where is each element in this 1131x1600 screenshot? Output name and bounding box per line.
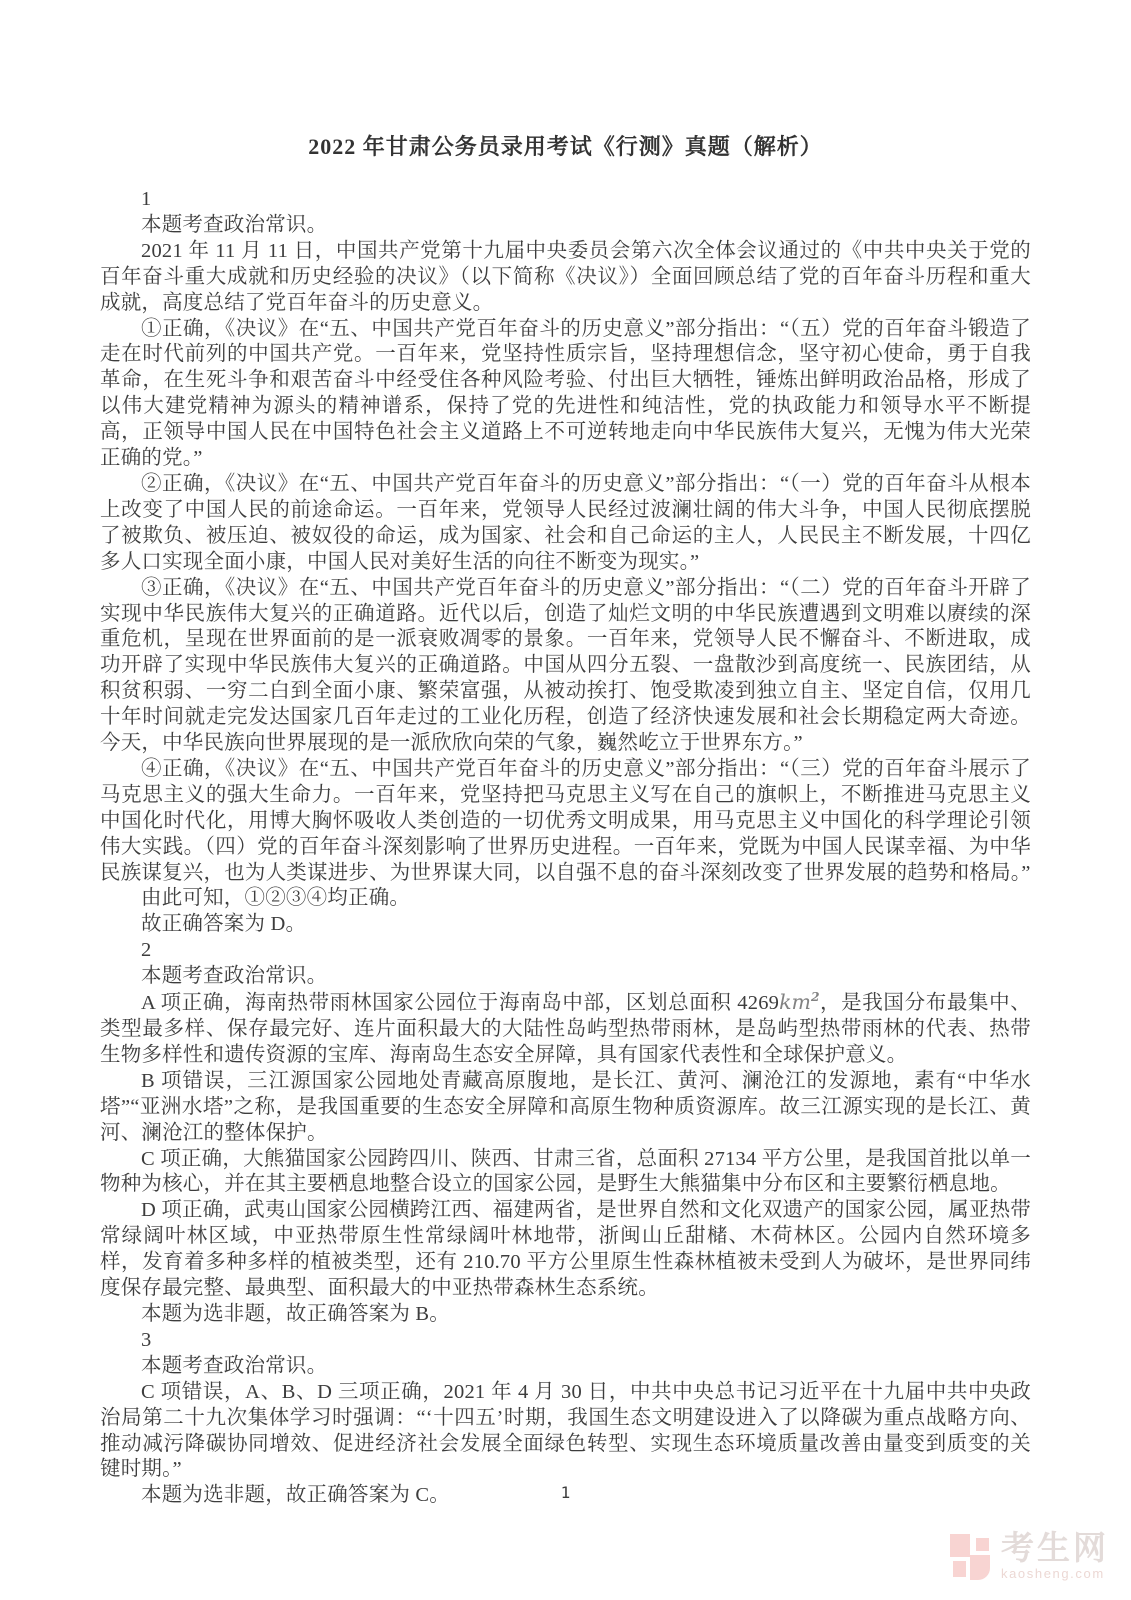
watermark <box>950 1531 1109 1580</box>
q2-number: 2 <box>141 939 152 962</box>
q2-option-a-text-before: A 项正确，海南热带雨林国家公园位于海南岛中部，区划总面积 4269 <box>141 992 780 1015</box>
km-squared-formula <box>779 990 819 1014</box>
q1-answer: 故正确答案为 D。 <box>141 913 307 936</box>
q1-point-2-paragraph: ②正确，《决议》在“五、中国共产党百年奋斗的历史意义”部分指出：“（一）党的百年奋斗从根本上改变了中国人民的前途命运。一百年来，党领导人民经过波澜壮阔的伟大斗争，中国人民彻底摆脱了被欺负、被压迫、被奴役的命运，成为国家、社会和自己命运的主人，人民民主不断发展，十四亿多人口实现全面小康，中国人民对美好生活的向往不断变为现实。” <box>100 472 1031 573</box>
q3-exam-point-note: 本题考查政治常识。 <box>141 1354 328 1377</box>
q2-option-c-paragraph: C 项正确，大熊猫国家公园跨四川、陕西、甘肃三省，总面积 27134 平方公里，是我国首批以单一物种为核心，并在其主要栖息地整合设立的国家公园，是野生大熊猫集中分布区和主要繁衍栖息地。 <box>100 1147 1031 1196</box>
q1-conclusion: 由此可知，①②③④均正确。 <box>141 887 411 910</box>
formula-exponent: 2 <box>810 989 820 1005</box>
formula-base: km <box>779 990 811 1015</box>
q1-number: 1 <box>141 188 152 210</box>
watermark-brand: 考生网 <box>1001 1529 1109 1566</box>
q2-option-d-paragraph: D 项正确，武夷山国家公园横跨江西、福建两省，是世界自然和文化双遗产的国家公园，属亚热带常绿阔叶林区域，中亚热带原生性常绿阔叶林地带，浙闽山丘甜槠、木荷林区。公园内自然环境多样，发育着多种多样的植被类型，还有 210.70 平方公里原生性森林植被未受到人为破坏，是世界同纬度保存最完整、最典型、面积最大的中亚热带森林生态系统。 <box>100 1199 1031 1300</box>
q1-point-1-paragraph: ①正确，《决议》在“五、中国共产党百年奋斗的历史意义”部分指出：“（五）党的百年奋斗锻造了走在时代前列的中国共产党。一百年来，党坚持性质宗旨，坚持理想信念，坚守初心使命，勇于自我革命，在生死斗争和艰苦奋斗中经受住各种风险考验、付出巨大牺牲，锤炼出鲜明政治品格，形成了以伟大建党精神为源头的精神谱系，保持了党的先进性和纯洁性，党的执政能力和领导水平不断提高，正领导中国人民在中国特色社会主义道路上不可逆转地走向中华民族伟大复兴，无愧为伟大光荣正确的党。” <box>100 317 1031 470</box>
kaosheng-logo-icon <box>950 1533 992 1580</box>
document-title: 2022 年甘肃公务员录用考试《行测》真题（解析） <box>308 134 823 159</box>
q3-answer: 本题为选非题，故正确答案为 C。 <box>141 1484 450 1507</box>
q2-exam-point-note: 本题考查政治常识。 <box>141 965 328 988</box>
q3-option-c-paragraph: C 项错误，A、B、D 三项正确，2021 年 4 月 30 日，中共中央总书记习近平在十九届中共中央政治局第二十九次集体学习时强调：“‘十四五’时期，我国生态文明建设进入了以降碳为重点战略方向、推动减污降碳协同增效、促进经济社会发展全面绿色转型、实现生态环境质量改善由量变到质变的关键时期。” <box>100 1380 1031 1481</box>
document-body <box>100 130 1031 1509</box>
q1-point-3-paragraph: ③正确，《决议》在“五、中国共产党百年奋斗的历史意义”部分指出：“（二）党的百年奋斗开辟了实现中华民族伟大复兴的正确道路。近代以后，创造了灿烂文明的中华民族遭遇到文明难以赓续的深重危机，呈现在世界面前的是一派衰败凋零的景象。一百年来，党领导人民不懈奋斗、不断进取，成功开辟了实现中华民族伟大复兴的正确道路。中国从四分五裂、一盘散沙到高度统一、民族团结，从积贫积弱、一穷二白到全面小康、繁荣富强，从被动挨打、饱受欺凌到独立自主、坚定自信，仅用几十年时间就走完发达国家几百年走过的工业化历程，创造了经济快速发展和社会长期稳定两大奇迹。今天，中华民族向世界展现的是一派欣欣向荣的气象，巍然屹立于世界东方。” <box>100 576 1031 755</box>
q1-intro-paragraph: 2021 年 11 月 11 日，中国共产党第十九届中央委员会第六次全体会议通过的《中共中央关于党的百年奋斗重大成就和历史经验的决议》（以下简称《决议》）全面回顾总结了党的百年奋斗历程和重大成就，高度总结了党百年奋斗的历史意义。 <box>100 239 1031 314</box>
page-number: 1 <box>560 1483 571 1502</box>
watermark-text <box>1001 1531 1109 1580</box>
q1-point-4-paragraph: ④正确，《决议》在“五、中国共产党百年奋斗的历史意义”部分指出：“（三）党的百年奋斗展示了马克思主义的强大生命力。一百年来，党坚持把马克思主义写在自己的旗帜上，不断推进马克思主义中国化时代化，用博大胸怀吸收人类创造的一切优秀文明成果，用马克思主义中国化的科学理论引领伟大实践。（四）党的百年奋斗深刻影响了世界历史进程。一百年来，党既为中国人民谋幸福、为中华民族谋复兴，也为人类谋进步、为世界谋大同，以自强不息的奋斗深刻改变了世界发展的趋势和格局。” <box>100 757 1031 884</box>
watermark-domain: kaosheng.com <box>1001 1566 1105 1581</box>
q2-option-b-paragraph: B 项错误，三江源国家公园地处青藏高原腹地，是长江、黄河、澜沧江的发源地，素有“中华水塔”“亚洲水塔”之称，是我国重要的生态安全屏障和高原生物种质资源库。故三江源实现的是长江、黄河、澜沧江的整体保护。 <box>100 1069 1031 1144</box>
q2-option-a-text-after: ，是我国分布最集中、类型最多样、保存最完好、连片面积最大的大陆性岛屿型热带雨林，是岛屿型热带雨林的代表、热带生物多样性和遗传资源的宝库、海南岛生态安全屏障，具有国家代表性和全球保护意义。 <box>100 992 1031 1066</box>
q2-answer: 本题为选非题，故正确答案为 B。 <box>141 1302 450 1325</box>
q1-exam-point-note: 本题考查政治常识。 <box>141 213 328 236</box>
q3-number: 3 <box>141 1328 152 1351</box>
q2-option-a-paragraph <box>100 990 1031 1069</box>
